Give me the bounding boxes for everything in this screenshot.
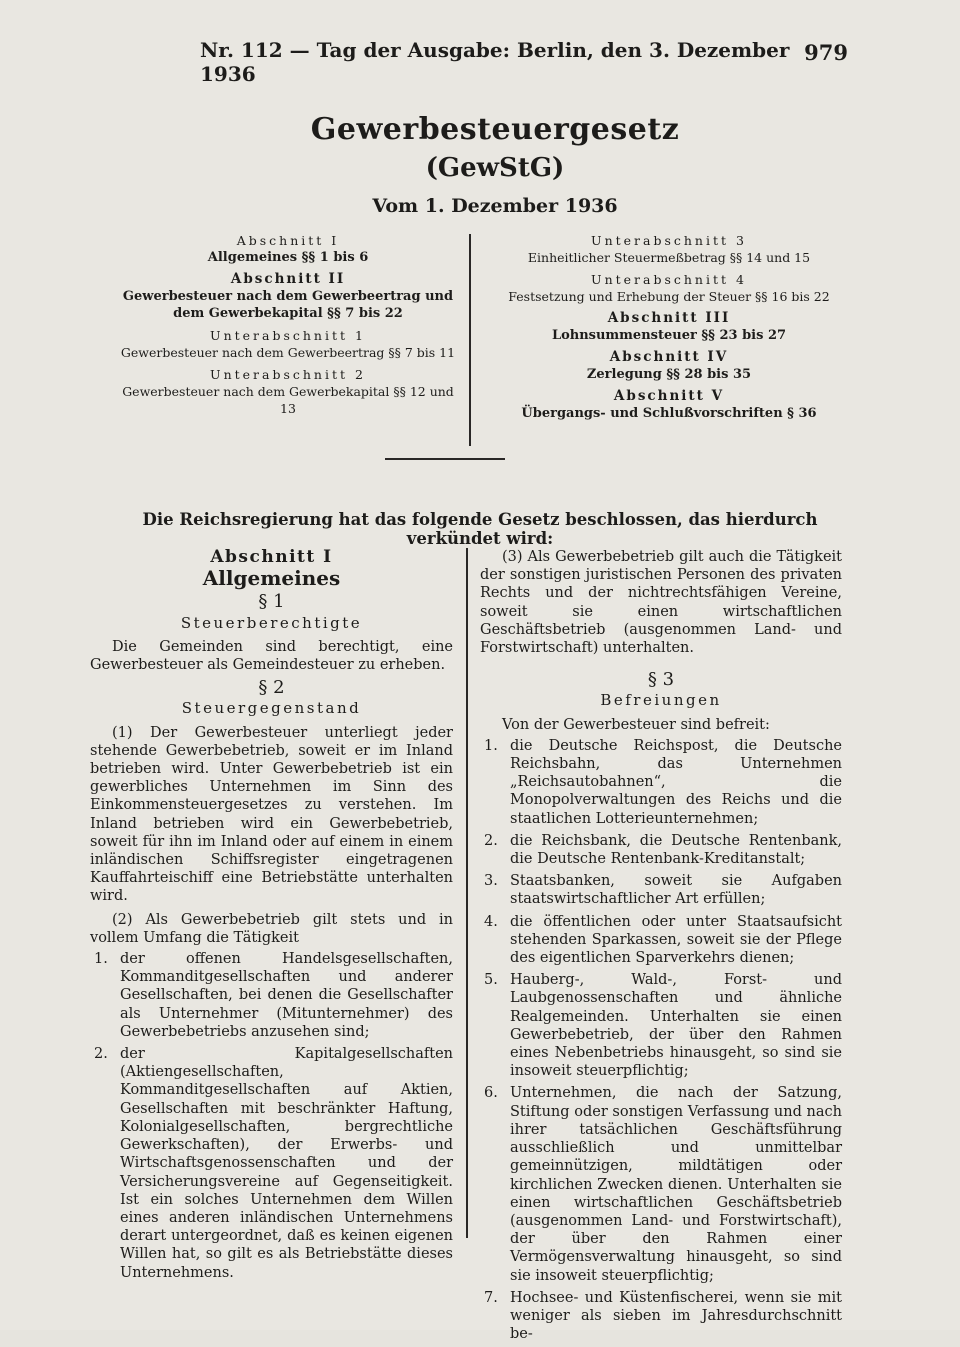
- toc-entry-heading: Unterabschnitt 4: [591, 272, 747, 287]
- toc-entry-description: Gewerbesteuer nach dem Gewerbeertrag §§ 7 bis 11: [120, 345, 456, 360]
- list-item-number: 1.: [484, 737, 498, 754]
- list-item-text: die öffentlichen oder unter Staatsaufsicht stehenden Sparkassen, soweit sie der Pflege des eigentlichen Sparverkehrs dienen;: [510, 913, 842, 967]
- enumerated-list: [90, 950, 453, 1282]
- list-item-text: Unternehmen, die nach der Satzung, Stiftung oder sonstigen Verfassung und nach ihrer tatsächlichen Geschäftsführung ausschließlich und unmittelbar gemeinnützigen, mildtätigen oder kirchlichen Zwecken dienen. Unterhalten sie einen wirtschaftlichen Geschäftsbetrieb (ausgenommen Land- und Forstwirtschaft), der über den Rahmen einer Vermögensverwaltung hinausgeht, so sind sie insoweit steuerpflichtig;: [510, 1085, 842, 1284]
- running-head-text: Nr. 112 — Tag der Ausgabe: Berlin, den 3. Dezember 1936: [200, 38, 790, 86]
- enumerated-list: [480, 737, 842, 1344]
- list-item-text: Hochsee- und Küstenfischerei, wenn sie mit weniger als sieben im Jahresdurchschnitt be-: [510, 1289, 842, 1343]
- toc-entry-description: Zerlegung §§ 28 bis 35: [586, 367, 752, 382]
- section-heading: Abschnitt I: [210, 547, 333, 567]
- list-item-number: 1.: [94, 951, 108, 968]
- toc-entry-heading: Abschnitt V: [613, 388, 725, 404]
- law-title: Gewerbesteuergesetz: [310, 112, 680, 147]
- list-item: [480, 913, 842, 968]
- paragraph-text: Von der Gewerbesteuer sind befreit:: [502, 716, 770, 733]
- list-item-text: die Reichsbank, die Deutsche Rentenbank, die Deutsche Rentenbank-Kreditanstalt;: [510, 832, 842, 868]
- paragraph-text: (1) Der Gewerbesteuer unterliegt jeder stehende Gewerbebetrieb, soweit er im Inland betrieben wird. Unter Gewerbebetrieb ist ein gewerbliches Unternehmen im Sinn des Einkommensteuergesetzes zu verstehen. Im Inland betrieben wird ein Gewerbebetrieb, soweit für ihn im Inland oder auf einem in einem inländischen Schiffsregister eingetragenen Kauffahrteischiff eine Betriebstätte unterhalten wird.: [90, 724, 453, 905]
- left-text-column: [90, 548, 453, 1286]
- list-item: [90, 950, 453, 1041]
- page-number: 979: [804, 40, 848, 65]
- toc-entry-heading: Abschnitt IV: [609, 349, 729, 365]
- toc-entry-heading: Abschnitt III: [607, 310, 731, 326]
- running-head: [200, 38, 850, 86]
- paragraph-title: Steuergegenstand: [181, 699, 362, 718]
- paragraph-number: § 2: [258, 677, 285, 699]
- toc-entry: [479, 232, 859, 266]
- list-item-number: 7.: [484, 1289, 498, 1306]
- list-item-number: 3.: [484, 873, 498, 890]
- toc-entry: [115, 232, 461, 266]
- toc-entry: [479, 388, 859, 422]
- list-item-text: Staatsbanken, soweit sie Aufgaben staatswirtschaftlicher Art erfüllen;: [510, 873, 842, 908]
- toc-entry-description: Lohnsummensteuer §§ 23 bis 27: [551, 328, 787, 343]
- list-item: [480, 737, 842, 828]
- paragraph-text: (3) Als Gewerbebetrieb gilt auch die Tätigkeit der sonstigen juristischen Personen des privaten Rechts und der nichtrechtsfähigen Vereine, soweit sie einen wirtschaftlichen Geschäftsbetrieb (ausgenommen Land- und Forstwirtschaft) unterhalten.: [480, 549, 842, 657]
- list-item-text: Hauberg-, Wald-, Forst- und Laubgenossenschaften und ähnliche Realgemeinden. Unterhalten sie einen Gewerbebetrieb, der über den Rahmen eines Nebenbetriebs hinausgeht, so sind sie insoweit steuerpflichtig;: [510, 972, 842, 1080]
- toc-entry-heading: Abschnitt II: [230, 271, 346, 287]
- toc-entry-heading: Unterabschnitt 3: [591, 233, 747, 248]
- law-abbreviation: (GewStG): [425, 153, 565, 183]
- toc-entry: [479, 271, 859, 305]
- toc-entry: [115, 327, 461, 361]
- toc-entry-heading: Unterabschnitt 1: [210, 328, 366, 343]
- list-item-number: 2.: [484, 832, 498, 849]
- list-item-number: 5.: [484, 972, 498, 989]
- toc-entry-description: Gewerbesteuer nach dem Gewerbekapital §§ 12 und 13: [122, 384, 454, 416]
- law-date: Vom 1. Dezember 1936: [372, 195, 618, 217]
- list-item-text: die Deutsche Reichspost, die Deutsche Reichsbahn, das Unternehmen „Reichsautobahnen“, die Monopolverwaltungen des Reichs und die staatlichen Lotterieunternehmen;: [510, 737, 842, 827]
- paragraph-text: Die Gemeinden sind berechtigt, eine Gewerbesteuer als Gemeindesteuer zu erheben.: [90, 638, 453, 674]
- paragraph-title: Befreiungen: [600, 691, 722, 710]
- list-item-text: der offenen Handelsgesellschaften, Kommanditgesellschaften und anderer Gesellschaften, bei denen die Gesellschafter als Unternehmer (Mitunternehmer) des Gewerbebetriebs anzusehen sind;: [120, 951, 453, 1040]
- list-item: [480, 872, 842, 908]
- toc-entry: [115, 366, 461, 417]
- column-divider: [466, 548, 468, 1238]
- paragraph-number: § 1: [258, 591, 285, 613]
- toc-entry-heading: Abschnitt I: [236, 233, 340, 248]
- paragraph-text: (2) Als Gewerbebetrieb gilt stets und in vollem Umfang die Tätigkeit: [90, 911, 453, 946]
- paragraph-number: § 3: [647, 669, 675, 691]
- toc-entry-description: Gewerbesteuer nach dem Gewerbeertrag und dem Gewerbekapital §§ 7 bis 22: [122, 289, 454, 321]
- list-item: [480, 971, 842, 1080]
- toc-entry-description: Einheitlicher Steuermeßbetrag §§ 14 und 15: [527, 250, 811, 265]
- toc-entry: [115, 271, 461, 322]
- separator-rule: [385, 458, 505, 460]
- list-item-number: 6.: [484, 1085, 498, 1102]
- toc-entry: [479, 349, 859, 383]
- toc-entry-description: Übergangs- und Schlußvorschriften § 36: [521, 406, 817, 421]
- list-item: [90, 1045, 453, 1282]
- right-text-column: [480, 548, 842, 1347]
- toc-entry-description: Allgemeines §§ 1 bis 6: [207, 250, 369, 265]
- title-block: [120, 112, 870, 217]
- list-item: [480, 1084, 842, 1284]
- toc-entry-description: Festsetzung und Erhebung der Steuer §§ 16 bis 22: [508, 289, 830, 304]
- list-item-number: 2.: [94, 1046, 108, 1063]
- section-title: Allgemeines: [202, 566, 341, 591]
- toc-entry-heading: Unterabschnitt 2: [210, 367, 366, 382]
- list-item: [480, 1289, 842, 1344]
- paragraph-title: Steuerberechtigte: [180, 613, 363, 632]
- toc-left-column: [115, 232, 461, 422]
- table-of-contents: [115, 232, 855, 447]
- toc-divider: [469, 234, 471, 446]
- list-item-text: der Kapitalgesellschaften (Aktiengesellschaften, Kommanditgesellschaften auf Aktien, Gesellschaften mit beschränkter Haftung, Kolonialgesellschaften, bergrechtliche Gewerkschaften), der Erwerbs- und Wirtschaftsgenossenschaften und der Versicherungsvereine auf Gegenseitigkeit. Ist ein solches Unternehmen dem Willen eines anderen inländischen Unternehmens derart untergeordnet, daß es keinen eigenen Willen hat, so gilt es als Betriebstätte dieses Unternehmens.: [120, 1046, 453, 1281]
- list-item-number: 4.: [484, 913, 498, 930]
- enactment-clause: Die Reichsregierung hat das folgende Gesetz beschlossen, das hierdurch verkündet wird:: [142, 510, 818, 548]
- list-item: [480, 832, 842, 868]
- toc-right-column: [479, 232, 859, 427]
- toc-entry: [479, 310, 859, 344]
